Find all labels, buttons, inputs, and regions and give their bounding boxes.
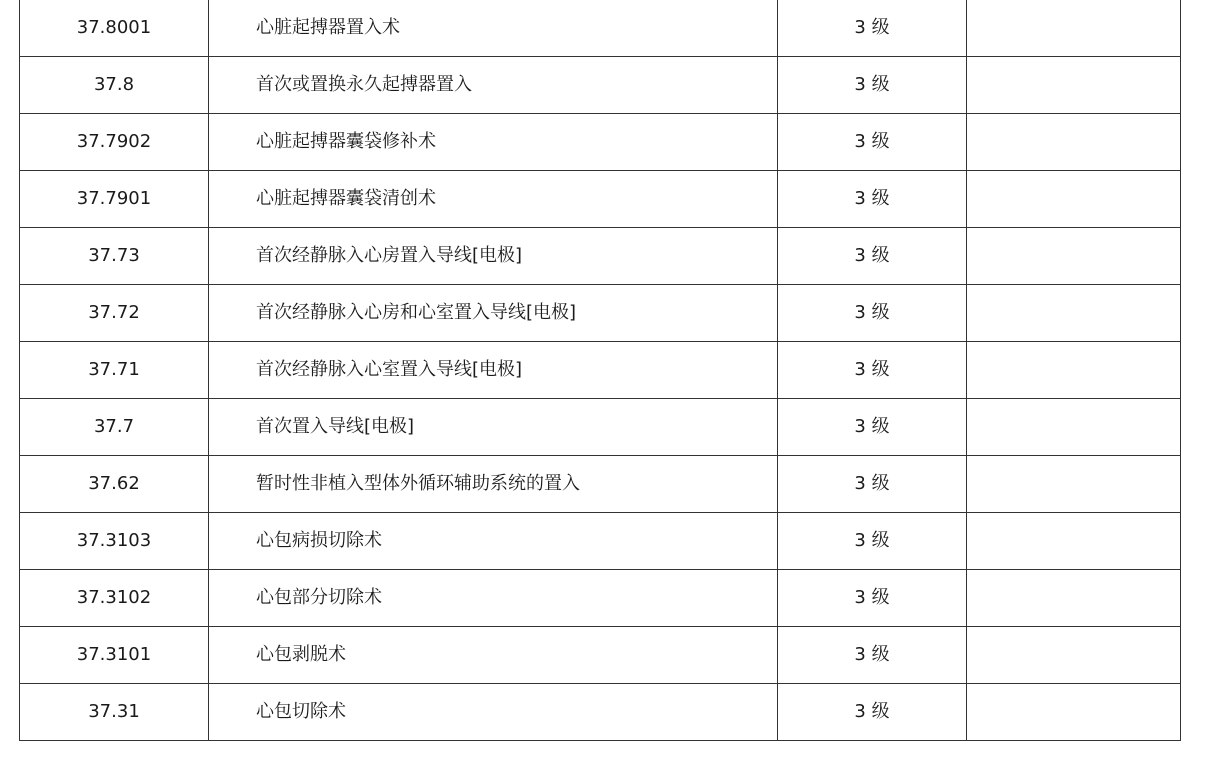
procedure-note-cell (967, 684, 1181, 741)
procedure-level-cell: 3 级 (778, 342, 967, 399)
procedure-note-cell (967, 171, 1181, 228)
procedure-note-cell (967, 0, 1181, 57)
procedure-level-cell: 3 级 (778, 285, 967, 342)
procedure-code-cell: 37.3101 (20, 627, 209, 684)
procedure-code-cell: 37.8 (20, 57, 209, 114)
table-row (20, 627, 1181, 684)
procedure-table (19, 0, 1181, 741)
procedure-level-cell: 3 级 (778, 570, 967, 627)
table-row (20, 171, 1181, 228)
procedure-code-cell: 37.7901 (20, 171, 209, 228)
table-row (20, 285, 1181, 342)
procedure-name-cell: 心脏起搏器置入术 (209, 0, 778, 57)
procedure-name-cell: 首次经静脉入心室置入导线[电极] (209, 342, 778, 399)
procedure-note-cell (967, 228, 1181, 285)
procedure-level-cell: 3 级 (778, 171, 967, 228)
procedure-name-cell: 首次经静脉入心房置入导线[电极] (209, 228, 778, 285)
procedure-level-cell: 3 级 (778, 684, 967, 741)
table-row (20, 570, 1181, 627)
procedure-note-cell (967, 513, 1181, 570)
procedure-level-cell: 3 级 (778, 399, 967, 456)
procedure-note-cell (967, 285, 1181, 342)
procedure-code-cell: 37.71 (20, 342, 209, 399)
table-row (20, 399, 1181, 456)
procedure-name-cell: 首次置入导线[电极] (209, 399, 778, 456)
procedure-note-cell (967, 342, 1181, 399)
table-row (20, 513, 1181, 570)
procedure-name-cell: 心包部分切除术 (209, 570, 778, 627)
procedure-name-cell: 心包病损切除术 (209, 513, 778, 570)
procedure-code-cell: 37.3103 (20, 513, 209, 570)
procedure-note-cell (967, 57, 1181, 114)
procedure-name-cell: 心包切除术 (209, 684, 778, 741)
procedure-code-cell: 37.8001 (20, 0, 209, 57)
procedure-code-cell: 37.7 (20, 399, 209, 456)
table-row (20, 342, 1181, 399)
procedure-level-cell: 3 级 (778, 513, 967, 570)
procedure-name-cell: 心脏起搏器囊袋清创术 (209, 171, 778, 228)
procedure-code-cell: 37.73 (20, 228, 209, 285)
table-row (20, 57, 1181, 114)
procedure-level-cell: 3 级 (778, 456, 967, 513)
procedure-level-cell: 3 级 (778, 0, 967, 57)
procedure-code-cell: 37.7902 (20, 114, 209, 171)
procedure-code-cell: 37.31 (20, 684, 209, 741)
procedure-level-cell: 3 级 (778, 627, 967, 684)
table-row (20, 114, 1181, 171)
table-row (20, 456, 1181, 513)
table-row (20, 228, 1181, 285)
procedure-name-cell: 暂时性非植入型体外循环辅助系统的置入 (209, 456, 778, 513)
procedure-name-cell: 首次或置换永久起搏器置入 (209, 57, 778, 114)
procedure-level-cell: 3 级 (778, 114, 967, 171)
procedure-code-cell: 37.62 (20, 456, 209, 513)
procedure-note-cell (967, 114, 1181, 171)
procedure-note-cell (967, 627, 1181, 684)
procedure-code-cell: 37.72 (20, 285, 209, 342)
procedure-note-cell (967, 570, 1181, 627)
procedure-note-cell (967, 456, 1181, 513)
procedure-level-cell: 3 级 (778, 57, 967, 114)
procedure-name-cell: 心脏起搏器囊袋修补术 (209, 114, 778, 171)
procedure-name-cell: 首次经静脉入心房和心室置入导线[电极] (209, 285, 778, 342)
procedure-table-body (20, 0, 1181, 741)
procedure-code-cell: 37.3102 (20, 570, 209, 627)
procedure-level-cell: 3 级 (778, 228, 967, 285)
procedure-note-cell (967, 399, 1181, 456)
table-row (20, 0, 1181, 57)
procedure-name-cell: 心包剥脱术 (209, 627, 778, 684)
procedure-table-container (19, 0, 1180, 741)
table-row (20, 684, 1181, 741)
